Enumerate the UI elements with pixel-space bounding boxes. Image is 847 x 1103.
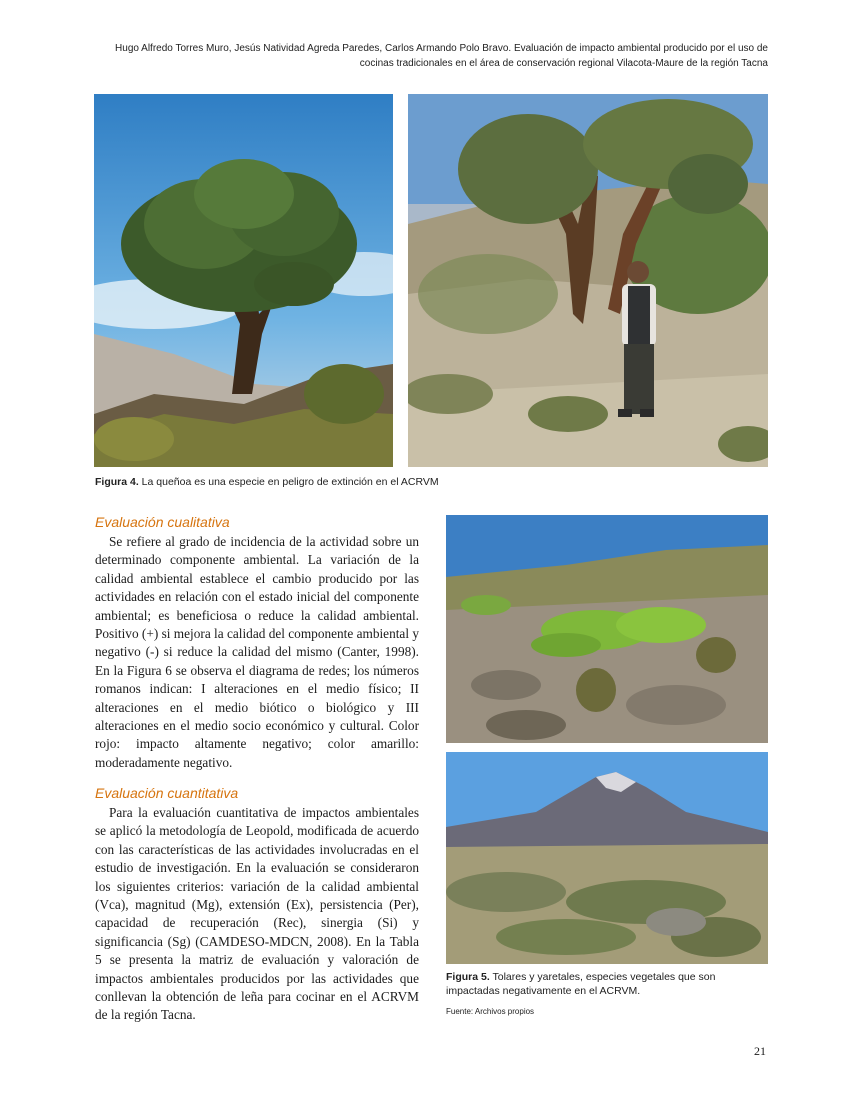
figure-5-caption — [446, 970, 770, 998]
header-title-line: cocinas tradicionales en el área de conservación regional Vilacota-Maure de la región Tacna — [359, 58, 768, 69]
figure-4-caption-text: La queñoa es una especie en peligro de extinción en el ACRVM — [138, 476, 439, 488]
figure-5-label: Figura 5. — [446, 971, 490, 983]
section-title-qualitative: Evaluación cualitativa — [95, 514, 230, 530]
figure-4-label: Figura 4. — [95, 476, 139, 488]
photo-yaretales — [446, 515, 768, 743]
figure-5-caption-text: Tolares y yaretales, especies vegetales que son impactadas negativamente en el ACRVM. — [446, 971, 716, 997]
paragraph-qualitative: Se refiere al grado de incidencia de la actividad sobre un determinado componente ambiental. La variación de la calidad ambiental establece el cambio producido por las actividades en relación con el estado inicial del componente ambiental; es beneficiosa o reduce la calidad ambiental. Positivo (+) si mejora la calidad del componente ambiental y negativo (-) si reduce la calidad del mismo (Canter, 1998). En la Figura 6 se observa el diagrama de redes; los números romanos indican: I alteraciones en el medio físico; II alteraciones en el medio biótico o biológico y III alteraciones en el medio socio económico y cultural. Color rojo: impacto altamente negativo; color amarillo: moderadamente negativo. — [95, 534, 419, 770]
figure-5-source: Fuente: Archivos propios — [446, 1007, 535, 1016]
figure-4-caption — [95, 475, 768, 489]
photo-tolares-volcano — [446, 752, 768, 964]
paragraph-quantitative: Para la evaluación cuantitativa de impactos ambientales se aplicó la metodología de Leopold, modificada de acuerdo con las características de las actividades involucradas en el estudio de investigación. En la evaluación se consideraron los siguientes criterios: variación de la calidad ambiental (Vca), magnitud (Mg), extensión (Ex), persistencia (Per), capacidad de recuperación (Rec), sinergia (Si) y significancia (Sg) (CAMDESO-MDCN, 2008). En la Tabla 5 se presenta la matriz de evaluación y valoración de impactos ambientales producidos por las actividades que conllevan la obtención de leña para cocinar en el ACRVM de la región Tacna. — [95, 805, 419, 1023]
header-authors-line: Hugo Alfredo Torres Muro, Jesús Natividad Agreda Paredes, Carlos Armando Polo Bravo. Evaluación de impacto ambiental producido por el uso de — [115, 43, 768, 54]
photo-man-with-trees — [408, 94, 768, 467]
running-header — [48, 41, 768, 71]
page-number: 21 — [754, 1044, 766, 1058]
photo-queñoa-tree — [94, 94, 393, 467]
section-title-quantitative: Evaluación cuantitativa — [95, 785, 239, 801]
